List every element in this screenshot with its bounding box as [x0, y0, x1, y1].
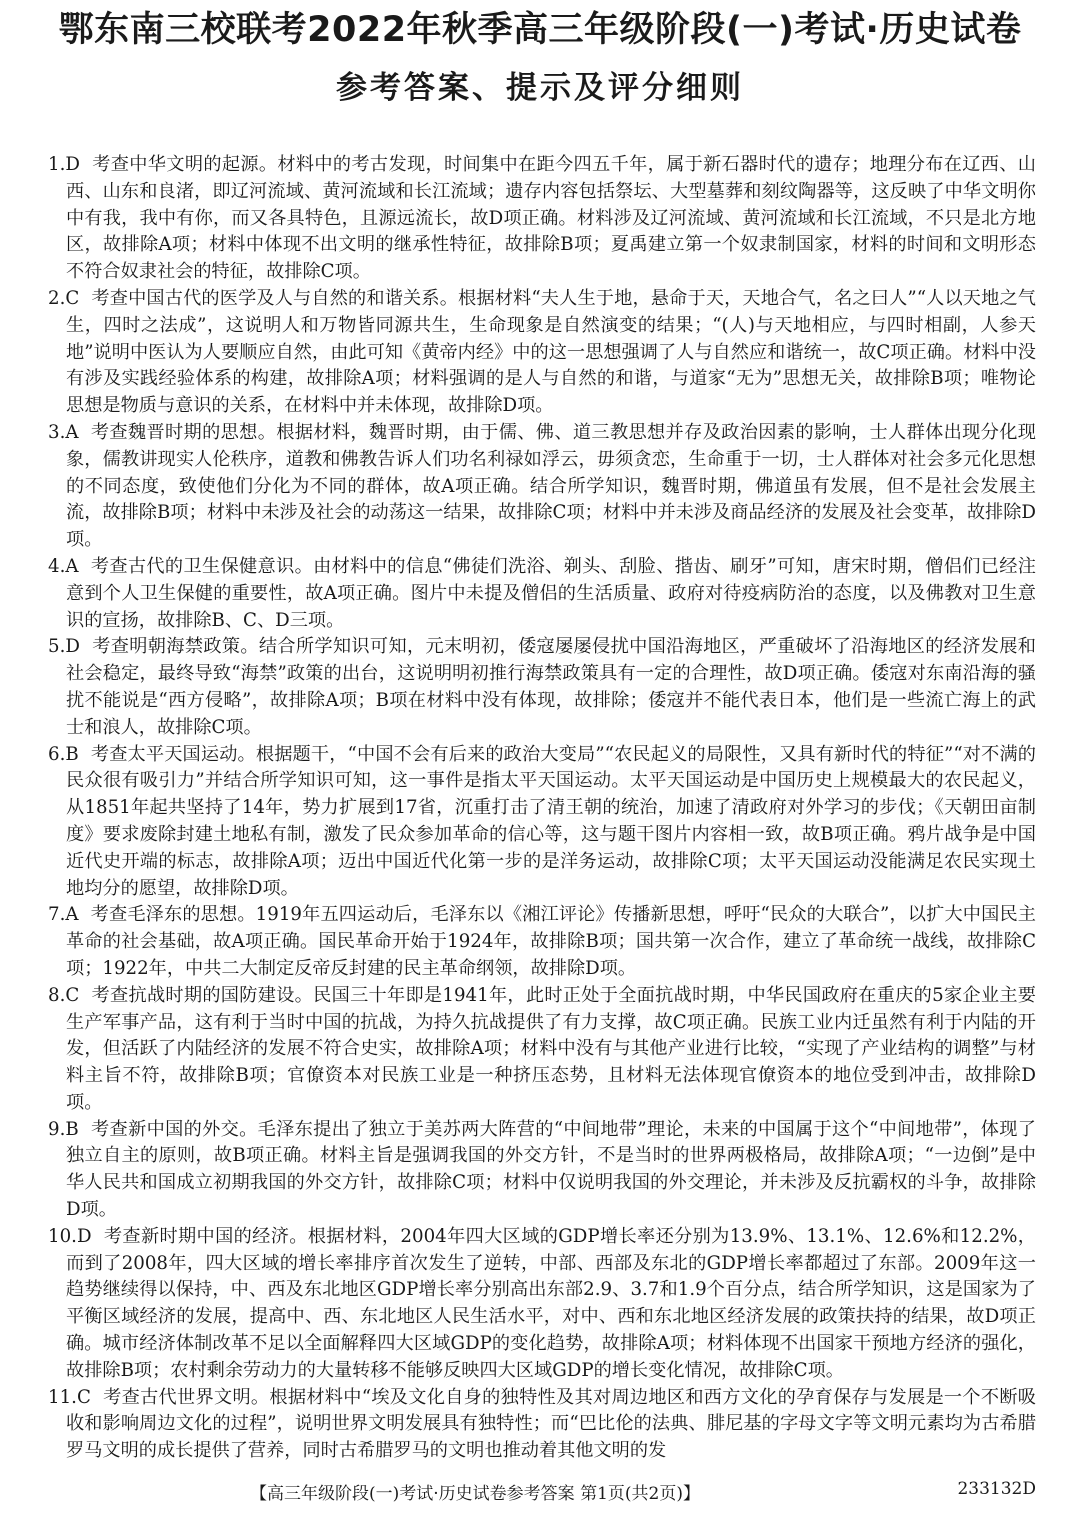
- answer-number: 1.: [48, 154, 66, 175]
- page-subtitle: 参考答案、提示及评分细则: [336, 70, 744, 106]
- answer-item-11: [48, 1385, 1036, 1465]
- page-title: 鄂东南三校联考2022年秋季高三年级阶段(一)考试·历史试卷: [58, 10, 1022, 50]
- answer-key: A: [65, 421, 79, 443]
- answer-key: C: [76, 1386, 91, 1408]
- answer-explanation: 考查毛泽东的思想。1919年五四运动后，毛泽东以《湘江评论》传播新思想，呼吁“民众的大联合”，以扩大中国民主革命的社会基础，故A项正确。国民革命开始于1924年，故排除B项；国共第一次合作，建立了革命统一战线，故排除C项；1922年，中共二大制定反帝反封建的民主革命纲领，故排除D项。: [66, 904, 1036, 979]
- answer-item-8: [48, 983, 1036, 1117]
- answer-number: 7.: [48, 904, 66, 926]
- answer-explanation: 考查新中国的外交。毛泽东提出了独立于美苏两大阵营的“中间地带”理论，未来的中国属于这个“中间地带”，体现了独立自主的原则，故B项正确。材料主旨是强调我国的外交方针，不是当时的世界两极格局，故排除A项；“一边倒”是中华人民共和国成立初期我国的外交方针，故排除C项；材料中仅说明我国的外交理论，并未涉及反抗霸权的斗争，故排除D项。: [66, 1118, 1036, 1221]
- answer-number: 8.: [48, 984, 66, 1006]
- answer-explanation: 考查抗战时期的国防建设。民国三十年即是1941年，此时正处于全面抗战时期，中华民国政府在重庆的5家企业主要生产军事产品，这有利于当时中国的抗战，为持久抗战提供了有力支撑，故C项正确。民族工业内迁虽然有利于内陆的开发，但活跃了内陆经济的发展不符合史实，故排除A项；材料中没有与其他产业进行比较，“实现了产业结构的调整”与材料主旨不符，故排除B项；官僚资本对民族工业是一种挤压态势，且材料无法体现官僚资本的地位受到冲击，故排除D项。: [66, 984, 1036, 1113]
- answer-number: 11.: [48, 1386, 77, 1408]
- answer-explanation: 考查太平天国运动。根据题干，“中国不会有后来的政治大变局”“农民起义的局限性，又具有新时代的特征”“对不满的民众很有吸引力”并结合所学知识可知，这一事件是指太平天国运动。太平天国运动是中国历史上规模最大的农民起义，从1851年起共坚持了14年，势力扩展到17省，沉重打击了清王朝的统治，加速了清政府对外学习的步伐；《天朝田亩制度》要求废除封建土地私有制，激发了民众参加革命的信心等，这与题干图片内容相一致，故B项正确。鸦片战争是中国近代史开端的标志，故排除A项；迈出中国近代化第一步的是洋务运动，故排除C项；太平天国运动没能满足农民实现土地均分的愿望，故排除D项。: [66, 743, 1036, 899]
- answer-key: B: [65, 1118, 79, 1140]
- answer-key: A: [65, 904, 79, 926]
- answer-item-6: [48, 742, 1036, 903]
- answer-key: D: [76, 1225, 92, 1247]
- answer-explanation: 考查古代世界文明。根据材料中“埃及文化自身的独特性及其对周边地区和西方文化的孕育保存与发展是一个不断吸收和影响周边文化的过程”，说明世界文明发展具有独特性；而“巴比伦的法典、腓尼基的字母文字等文明元素均为古希腊罗马文明的成长提供了营养，同时古希腊罗马的文明也推动着其他文明的发: [66, 1386, 1036, 1462]
- answer-explanation: 考查古代的卫生保健意识。由材料中的信息“佛徒们洗浴、剃头、刮脸、揩齿、刷牙”可知，唐宋时期，僧侣们已经注意到个人卫生保健的重要性，故A项正确。图片中未提及僧侣的生活质量、政府对待疫病防治的态度，以及佛教对卫生意识的宣扬，故排除B、C、D三项。: [66, 555, 1036, 631]
- answer-explanation: 考查中国古代的医学及人与自然的和谐关系。根据材料“夫人生于地，悬命于天，天地合气，名之曰人”“人以天地之气生，四时之法成”，这说明人和万物皆同源共生，生命现象是自然演变的结果；“(人)与天地相应，与四时相副，人参天地”说明中医认为人要顺应自然，由此可知《黄帝内经》中的这一思想强调了人与自然应和谐统一，故C项正确。材料中没有涉及实践经验体系的构建，故排除A项；材料强调的是人与自然的和谐，与道家“无为”思想无关，故排除B项；唯物论思想是物质与意识的关系，在材料中并未体现，故排除D项。: [66, 287, 1036, 417]
- answer-explanation: 考查中华文明的起源。材料中的考古发现，时间集中在距今四五千年，属于新石器时代的遗存；地理分布在辽西、山西、山东和良渚，即辽河流域、黄河流域和长江流域；遗存内容包括祭坛、大型墓葬和刻纹陶器等，这反映了中华文明你中有我，我中有你，而又各具特色，且源远流长，故D项正确。材料涉及辽河流域、黄河流域和长江流域，不只是北方地区，故排除A项；材料中体现不出文明的继承性特征，故排除B项；夏禹建立第一个奴隶制国家，材料的时间和文明形态不符合奴隶社会的特征，故排除C项。: [66, 154, 1036, 283]
- answer-key: B: [65, 743, 79, 765]
- answer-key: C: [65, 984, 80, 1006]
- answer-item-1: [48, 152, 1036, 286]
- footer-paper-code: 233132D: [957, 1479, 1036, 1499]
- answer-explanation: 考查新时期中国的经济。根据材料，2004年四大区域的GDP增长率还分别为13.9%、13.1%、12.6%和12.2%，而到了2008年，四大区域的增长率排序首次发生了逆转，中部、西部及东北的GDP增长率都超过了东部。2009年这一趋势继续得以保持，中、西及东北地区GDP增长率分别高出东部2.9、3.7和1.9个百分点，结合所学知识，这是国家为了平衡区域经济的发展，提高中、西、东北地区人民生活水平，对中、西和东北地区经济发展的政策扶持的结果，故D项正确。城市经济体制改革不足以全面解释四大区域GDP的变化趋势，故排除A项；材料体现不出国家干预地方经济的强化，故排除B项；农村剩余劳动力的大量转移不能够反映四大区域GDP的增长变化情况，故排除C项。: [66, 1225, 1036, 1381]
- footer-page-info: 【高三年级阶段(一)考试·历史试卷参考答案 第1页(共2页)】: [250, 1484, 700, 1504]
- answer-number: 6.: [48, 743, 66, 765]
- answer-item-10: [48, 1224, 1036, 1385]
- answer-key: D: [65, 636, 80, 658]
- answer-key: A: [65, 555, 79, 577]
- answer-explanation: 考查魏晋时期的思想。根据材料，魏晋时期，由于儒、佛、道三教思想并存及政治因素的影响，士人群体出现分化现象，儒教讲现实人伦秩序，道教和佛教告诉人们功名利禄如浮云，毋须贪恋，生命重于一切，士人群体对社会多元化思想的不同态度，致使他们分化为不同的群体，故A项正确。结合所学知识，魏晋时期，佛道虽有发展，但不是社会发展主流，故排除B项；材料中未涉及社会的动荡这一结果，故排除C项；材料中并未涉及商品经济的发展及社会变革，故排除D项。: [66, 421, 1036, 551]
- answer-item-4: [48, 554, 1036, 634]
- answer-item-5: [48, 634, 1036, 741]
- answer-number: 10.: [48, 1225, 77, 1247]
- answer-explanation: 考查明朝海禁政策。结合所学知识可知，元末明初，倭寇屡屡侵扰中国沿海地区，严重破坏了沿海地区的经济发展和社会稳定，最终导致“海禁”政策的出台，这说明明初推行海禁政策具有一定的合理性，故D项正确。倭寇对东南沿海的骚扰不能说是“西方侵略”，故排除A项；B项在材料中没有体现，故排除；倭寇并不能代表日本，他们是一些流亡海上的武士和浪人，故排除C项。: [66, 636, 1036, 738]
- answer-key: D: [65, 154, 80, 175]
- answer-item-9: [48, 1117, 1036, 1224]
- answer-item-7: [48, 902, 1036, 982]
- answer-item-3: [48, 420, 1036, 554]
- answer-number: 4.: [48, 555, 66, 577]
- answer-number: 9.: [48, 1118, 66, 1140]
- answer-list: [48, 152, 1036, 1465]
- answer-item-2: [48, 286, 1036, 420]
- answer-number: 5.: [48, 636, 66, 658]
- answer-number: 3.: [48, 421, 66, 443]
- answer-number: 2.: [48, 287, 66, 309]
- answer-key: C: [65, 287, 80, 309]
